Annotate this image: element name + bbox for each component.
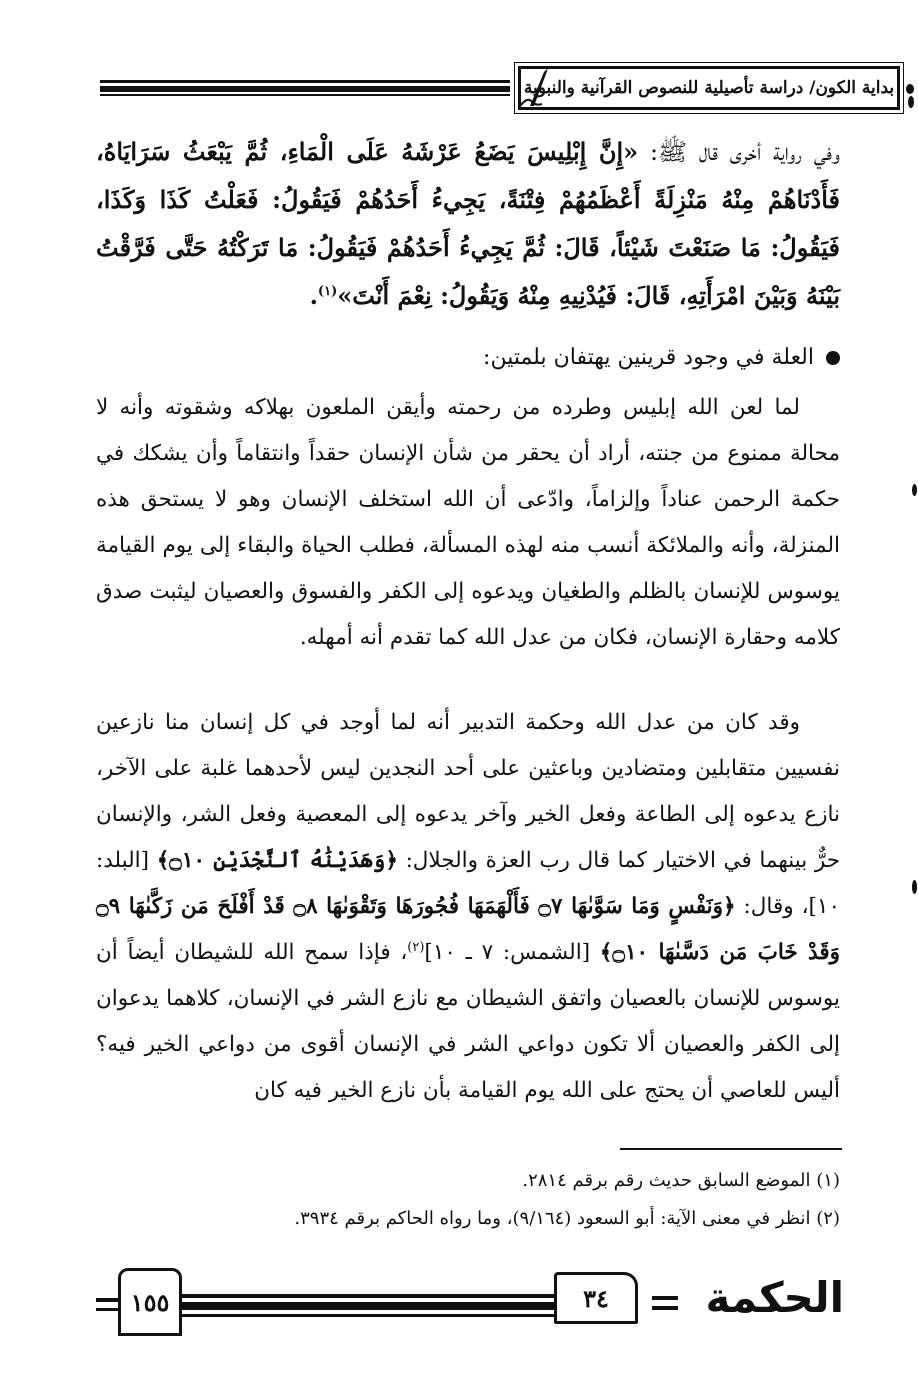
hadith-text: «إِنَّ إِبْلِيسَ يَضَعُ عَرْشَهُ عَلَى الْمَاءِ، ثُمَّ يَبْعَثُ سَرَايَاهُ، فَأَدْنَاهُمْ مِنْهُ مَنْزِلَةً أَعْظَمُهُمْ فِتْنَةً، يَجِيءُ أَحَدُهُمْ فَيَقُولُ: فَعَلْتُ كَذَا وَكَذَا، فَيَقُولُ: مَا صَنَعْتَ شَيْئاً، قَالَ: ثُمَّ يَجِيءُ أَحَدُهُمْ فَيَقُولُ: مَا تَرَكْتُهُ حَتَّى فَرَّقْتُ بَيْنَهُ وَبَيْنَ امْرَأَتِهِ، قَالَ: فَيُدْنِيهِ مِنْهُ وَيَقُولُ: نِعْمَ أَنْتَ»: [96, 137, 840, 310]
footer-rule: [96, 1308, 120, 1311]
footnote-marker: (١): [317, 284, 338, 299]
footer-rule: [182, 1302, 556, 1310]
header-title-box: [518, 66, 900, 110]
footnote-separator: [620, 1148, 842, 1150]
footer-rule: [182, 1294, 556, 1298]
quran-verse: ﴿وَنَفْسٍ وَمَا سَوَّىٰهَا ۝٧ فَأَلْهَمَهَا فُجُورَهَا وَتَقْوَىٰهَا ۝٨ قَدْ أَفْلَحَ مَن زَكَّىٰهَا ۝٩ وَقَدْ خَابَ مَن دَسَّىٰهَا ۝١٠﴾: [96, 894, 840, 965]
page-footer: [96, 1268, 844, 1348]
margin-dot: [908, 96, 914, 108]
footer-rule: [652, 1306, 678, 1310]
margin-dot: [906, 84, 914, 94]
quran-verse: ﴿وَهَدَيْنَٰهُ ٱلنَّجْدَيْنِ ۝١٠﴾: [156, 848, 398, 873]
footer-rule: [652, 1296, 678, 1300]
header-title: بداية الكون/ دراسة تأصيلية للنصوص القرآنية والنبوية: [523, 78, 895, 98]
footer-rule: [96, 1298, 120, 1302]
margin-dot: [912, 880, 917, 894]
paragraph-2-part1: وقد كان من عدل الله وحكمة التدبير أنه لما أوجد في كل إنسان منا نازعين نفسيين متقابلين ومتضادين وباعثين على أحد النجدين ليس لأحدهما غلبة على الآخر، نازع يدعوه إلى الطاعة وفعل الخير وآخر يدعوه إلى المعصية وفعل الشر، والإنسان حرٌّ بينهما في الاختيار كما قال رب العزة والجلال:: [96, 710, 841, 873]
verse-reference: [الشمس: ٧ ـ ١٠]: [424, 940, 600, 965]
chapter-number-badge: ٣٤: [554, 1272, 638, 1324]
footnote-1: (١) الموضع السابق حديث رقم برقم ٢٨١٤.: [522, 1170, 840, 1191]
footnote-marker: (٢): [407, 939, 425, 955]
footnote-2: (٢) انظر في معنى الآية: أبو السعود (٩/١٦٤)، وما رواه الحاكم برقم ٣٩٣٤.: [294, 1208, 840, 1229]
bullet-icon: [826, 351, 840, 365]
section-heading: [100, 338, 840, 378]
series-logo: الحكمة: [705, 1273, 844, 1322]
page-number: ١٥٥: [118, 1268, 182, 1336]
body-paragraph: [96, 385, 840, 661]
verse-reference: [البلد: ١٠]، وقال:: [96, 848, 840, 919]
footer-rule: [182, 1314, 556, 1317]
quote-end: .: [309, 281, 318, 310]
paragraph-1-text: لما لعن الله إبليس وطرده من رحمته وأيقن الملعون بهلاكه وشقوته وأنه لا محالة ممنوع من جنته، أراد أن يحقر من شأن الإنسان حقداً وانتقاماً وأن يشكك في حكمة الرحمن عناداً وإلزاماً، وادّعى أن الله استخلف الإنسان وهو لا يستحق هذه المنزلة، وأنه والملائكة أنسب منه لهذه المسألة، فطلب الحياة والبقاء إلى يوم القيامة يوسوس للإنسان بالظلم والطغيان ويدعوه إلى الكفر والفسوق والعصيان ليثبت صدق كلامه وحقارة الإنسان، فكان من عدل الله كما تقدم أنه أمهله.: [96, 395, 840, 650]
margin-dot: [912, 484, 917, 496]
hadith-quote-paragraph: [96, 128, 840, 320]
paragraph-2-part2: ، فإذا سمح الله للشيطان أيضاً أن يوسوس للإنسان بالعصيان واتفق الشيطان مع نازع الشر في الإنسان، كلاهما يدعوان إلى الكفر والعصيان ألا تكون دواعي الشر في الإنسان أقوى من دواعي الخير فيه؟ أليس للعاصي أن يحتج على الله يوم القيامة بأن نازع الخير فيه كان: [96, 940, 840, 1103]
body-paragraph: [96, 700, 840, 1114]
running-header: [100, 60, 900, 120]
section-heading-text: العلة في وجود قرينين يهتفان بلمتين:: [483, 345, 814, 370]
quote-intro: وفي رواية أخرى قال ﷺ:: [638, 138, 841, 166]
header-rule: [100, 80, 510, 96]
